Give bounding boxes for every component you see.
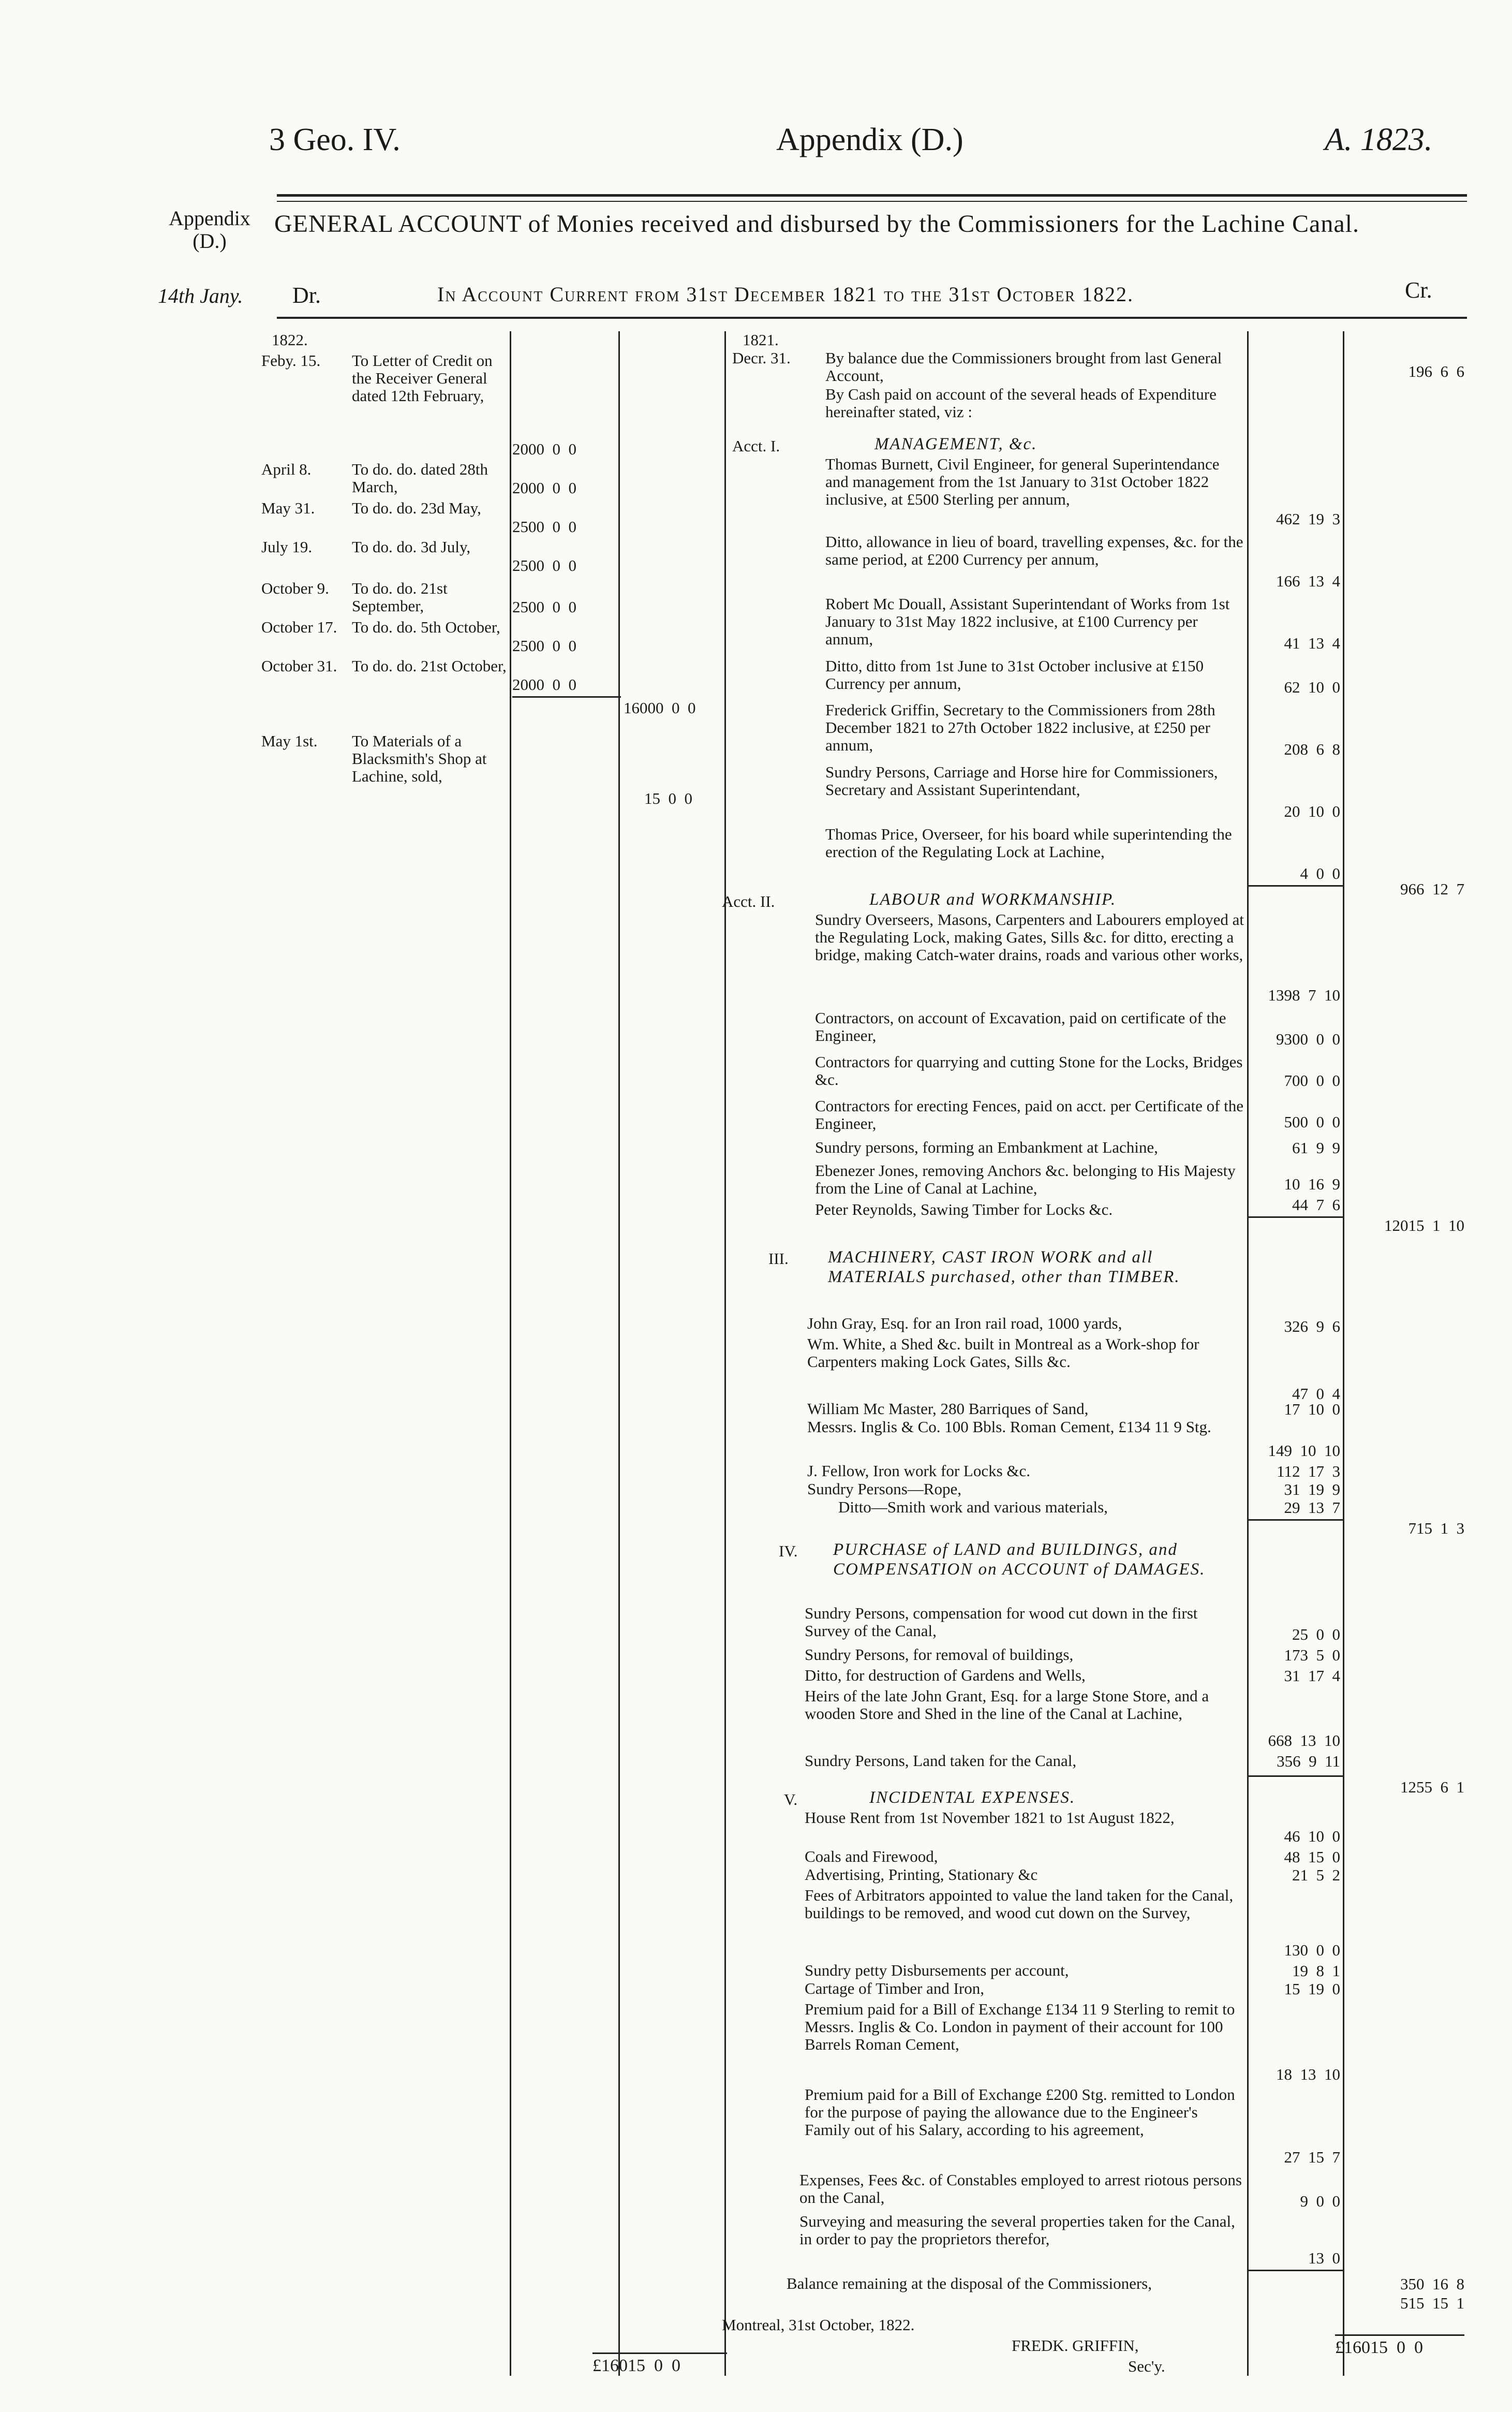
mach-item-2: William Mc Master, 280 Barriques of Sand, — [807, 1400, 1089, 1418]
mach-item-6: Ditto—Smith work and various materials, — [838, 1498, 1108, 1516]
debit-date-6: October 31. — [261, 657, 337, 675]
opening-date: Decr. 31. — [732, 349, 791, 367]
debit-amt-6: 2000 0 0 — [512, 675, 576, 694]
inc-amt-0: 46 10 0 — [1284, 1827, 1340, 1845]
footer-signer: FREDK. GRIFFIN, — [1012, 2336, 1139, 2355]
title-top-rule-2 — [277, 201, 1467, 202]
mach-item-3: Messrs. Inglis & Co. 100 Bbls. Roman Cement, £134 11 9 Stg. — [807, 1418, 1211, 1436]
acct-1-total: 966 12 7 — [1400, 880, 1464, 898]
debit-date-5: October 17. — [261, 618, 337, 636]
mach-amt-5: 31 19 9 — [1284, 1480, 1340, 1498]
labour-item-3: Contractors for erecting Fences, paid on acct. per Certificate of the Engineer, — [815, 1097, 1244, 1133]
side-date: 14th Jany. — [158, 284, 243, 307]
opening-text: By balance due the Commissioners brought from last General Account, — [825, 349, 1222, 385]
debit-year: 1822. — [272, 331, 308, 349]
acct-5-total: 350 16 8 — [1400, 2275, 1464, 2293]
mgmt-item-2: Robert Mc Douall, Assistant Superintendant of Works from 1st January to 31st May 1822 inclusive, at £100 Currency per annum, — [825, 595, 1230, 648]
acct-5-title: INCIDENTAL EXPENSES. — [869, 1788, 1076, 1807]
inc-item-2: Advertising, Printing, Stationary &c — [805, 1865, 1038, 1884]
debit-date-2: May 31. — [261, 499, 315, 517]
debit-amt-4: 2500 0 0 — [512, 598, 576, 616]
labour-amt-6: 44 7 6 — [1292, 1196, 1340, 1214]
debit-date-3: July 19. — [261, 538, 313, 556]
subtitle: In Account Current from 31st December 1821 to the 31st October 1822. — [437, 283, 1134, 306]
debit-text-6: To do. do. 21st October, — [352, 657, 507, 675]
mgmt-item-0: Thomas Burnett, Civil Engineer, for general Superintendance and management from the 1st January to 31st October 1822 inclusive, at £500 Sterling per annum, — [825, 455, 1220, 508]
mgmt-amt-2: 41 13 4 — [1284, 634, 1340, 652]
side-d: (D.) — [192, 229, 227, 253]
debit-amt-2: 2500 0 0 — [512, 518, 576, 536]
side-appendix: Appendix — [169, 207, 250, 230]
mgmt-rule — [1247, 885, 1343, 887]
land-amt-0: 25 0 0 — [1292, 1625, 1340, 1643]
land-item-4: Sundry Persons, Land taken for the Canal, — [805, 1752, 1077, 1770]
mach-amt-6: 29 13 7 — [1284, 1498, 1340, 1517]
land-amt-2: 31 17 4 — [1284, 1667, 1340, 1685]
mach-amt-2: 17 10 0 — [1284, 1400, 1340, 1418]
mgmt-item-1: Ditto, allowance in lieu of board, travelling expenses, &c. for the same period, at £200 Currency per annum, — [825, 533, 1243, 568]
mgmt-item-6: Thomas Price, Overseer, for his board while superintending the erection of the Regulating Lock at Lachine, — [825, 825, 1232, 861]
debit-date-4: October 9. — [261, 579, 329, 597]
debit-date-1: April 8. — [261, 460, 312, 478]
materials-date: May 1st. — [261, 732, 318, 750]
mgmt-amt-0: 462 19 3 — [1276, 510, 1340, 528]
labour-amt-2: 700 0 0 — [1284, 1071, 1340, 1090]
labour-item-1: Contractors, on account of Excavation, paid on certificate of the Engineer, — [815, 1009, 1226, 1045]
acct-4-label: IV. — [779, 1542, 798, 1560]
inc-item-7: Premium paid for a Bill of Exchange £200 Stg. remitted to London for the purpose of paying the allowance due to the Engineer's Family out of his Salary, according to his agreement, — [805, 2085, 1235, 2139]
acct-5-label: V. — [784, 1790, 798, 1808]
labour-amt-0: 1398 7 10 — [1268, 986, 1340, 1004]
inc-item-4: Sundry petty Disbursements per account, — [805, 1961, 1069, 1979]
inc-item-8: Expenses, Fees &c. of Constables employed to arrest riotous persons on the Canal, — [799, 2171, 1242, 2207]
debit-grand-total: £16015 0 0 — [592, 2352, 727, 2376]
inc-item-0: House Rent from 1st November 1821 to 1st August 1822, — [805, 1808, 1175, 1827]
title-top-rule — [277, 194, 1467, 197]
opening-total: 196 6 6 — [1408, 362, 1464, 380]
debit-text-4: To do. do. 21st September, — [352, 579, 448, 615]
subtitle-rule — [277, 317, 1467, 319]
mgmt-amt-5: 20 10 0 — [1284, 802, 1340, 820]
land-amt-4: 356 9 11 — [1277, 1752, 1340, 1770]
acct-1-title: MANAGEMENT, &c. — [874, 435, 1037, 453]
land-item-1: Sundry Persons, for removal of buildings, — [805, 1645, 1074, 1664]
page-title: GENERAL ACCOUNT of Monies received and disbursed by the Commissioners for the Lachine Canal. — [274, 210, 1359, 238]
inc-item-9: Surveying and measuring the several properties taken for the Canal, in order to pay the proprietors therefor, — [799, 2212, 1235, 2248]
cash-line: By Cash paid on account of the several heads of Expenditure hereinafter stated, viz : — [825, 385, 1217, 421]
footer-role: Sec'y. — [1128, 2357, 1165, 2375]
mach-amt-0: 326 9 6 — [1284, 1317, 1340, 1335]
labour-amt-5: 10 16 9 — [1284, 1175, 1340, 1193]
labour-amt-4: 61 9 9 — [1292, 1139, 1340, 1157]
mach-amt-1: 47 0 4 — [1292, 1385, 1340, 1403]
acct-4-total: 1255 6 1 — [1400, 1778, 1464, 1796]
debit-total-col-rule — [724, 331, 726, 2376]
debit-date-0: Feby. 15. — [261, 351, 321, 370]
debit-amt-5: 2500 0 0 — [512, 637, 576, 655]
debit-text-2: To do. do. 23d May, — [352, 499, 481, 517]
inc-amt-7: 27 15 7 — [1284, 2148, 1340, 2166]
labour-rule — [1247, 1216, 1343, 1218]
land-amt-3: 668 13 10 — [1268, 1731, 1340, 1749]
mgmt-item-3: Ditto, ditto from 1st June to 31st October inclusive at £150 Currency per annum, — [825, 657, 1204, 693]
mach-item-5: Sundry Persons—Rope, — [807, 1480, 961, 1498]
labour-item-5: Ebenezer Jones, removing Anchors &c. belonging to His Majesty from the Line of Canal at Lachine, — [815, 1161, 1236, 1197]
materials-amt: 15 0 0 — [644, 789, 692, 807]
acct-4-title: PURCHASE of LAND and BUILDINGS, and COMPENSATION on ACCOUNT of DAMAGES. — [833, 1540, 1206, 1579]
cr-label: Cr. — [1405, 277, 1432, 303]
labour-item-4: Sundry persons, forming an Embankment at Lachine, — [815, 1138, 1158, 1156]
inc-amt-1: 48 15 0 — [1284, 1848, 1340, 1866]
dr-label: Dr. — [292, 283, 321, 308]
balance-text: Balance remaining at the disposal of the Commissioners, — [787, 2274, 1152, 2292]
debit-amt-3: 2500 0 0 — [512, 556, 576, 575]
debit-text-5: To do. do. 5th October, — [352, 618, 500, 636]
debit-text-1: To do. do. dated 28th March, — [352, 460, 488, 496]
inc-amt-9: 13 0 — [1308, 2249, 1340, 2267]
land-item-2: Ditto, for destruction of Gardens and Wells, — [805, 1666, 1086, 1684]
acct-2-label: Acct. II. — [722, 892, 775, 910]
inc-item-3: Fees of Arbitrators appointed to value the land taken for the Canal, buildings to be removed, and wood cut down on the Survey, — [805, 1886, 1234, 1922]
mach-item-4: J. Fellow, Iron work for Locks &c. — [807, 1462, 1031, 1480]
inc-item-1: Coals and Firewood, — [805, 1847, 938, 1865]
mgmt-item-5: Sundry Persons, Carriage and Horse hire for Commissioners, Secretary and Assistant Superintendant, — [825, 763, 1218, 799]
mgmt-amt-6: 4 0 0 — [1300, 864, 1340, 883]
acct-3-label: III. — [768, 1249, 789, 1268]
mach-item-1: Wm. White, a Shed &c. built in Montreal as a Work-shop for Carpenters making Lock Gates, Sills &c. — [807, 1335, 1199, 1371]
debit-text-3: To do. do. 3d July, — [352, 538, 471, 556]
inc-item-6: Premium paid for a Bill of Exchange £134 11 9 Sterling to remit to Messrs. Inglis & Co. London in payment of their account for 100 Barrels Roman Cement, — [805, 2000, 1235, 2053]
letters-total: 16000 0 0 — [624, 699, 696, 717]
debit-sub-col-rule — [618, 331, 620, 2376]
mgmt-amt-3: 62 10 0 — [1284, 678, 1340, 696]
credit-grand-total: £16015 0 0 — [1335, 2334, 1464, 2358]
debit-amt-col-rule — [510, 331, 511, 2376]
mach-amt-4: 112 17 3 — [1277, 1462, 1340, 1480]
mgmt-amt-4: 208 6 8 — [1284, 740, 1340, 758]
inc-amt-2: 21 5 2 — [1292, 1866, 1340, 1884]
acct-3-title: MACHINERY, CAST IRON WORK and all MATERIALS purchased, other than TIMBER. — [828, 1248, 1180, 1286]
inc-amt-3: 130 0 0 — [1284, 1941, 1340, 1959]
land-item-3: Heirs of the late John Grant, Esq. for a large Stone Store, and a wooden Store and Shed in the line of the Canal at Lachine, — [805, 1687, 1209, 1723]
land-item-0: Sundry Persons, compensation for wood cut down in the first Survey of the Canal, — [805, 1604, 1198, 1640]
labour-amt-3: 500 0 0 — [1284, 1113, 1340, 1131]
debit-amt-0: 2000 0 0 — [512, 440, 576, 458]
labour-item-6: Peter Reynolds, Sawing Timber for Locks &c. — [815, 1200, 1113, 1218]
inc-amt-6: 18 13 10 — [1276, 2065, 1340, 2083]
mach-item-0: John Gray, Esq. for an Iron rail road, 1000 yards, — [807, 1314, 1122, 1332]
running-head-right: A. 1823. — [1325, 122, 1433, 157]
acct-1-label: Acct. I. — [732, 437, 780, 455]
footer-place: Montreal, 31st October, 1822. — [722, 2316, 915, 2334]
letters-subtotal-rule — [512, 696, 621, 698]
acct-3-total: 715 1 3 — [1408, 1519, 1464, 1537]
debit-text-0: To Letter of Credit on the Receiver General dated 12th February, — [352, 351, 493, 405]
debit-amt-1: 2000 0 0 — [512, 479, 576, 497]
credit-sub-col-rule — [1343, 331, 1344, 2376]
labour-amt-1: 9300 0 0 — [1276, 1030, 1340, 1048]
mach-amt-3: 149 10 10 — [1268, 1442, 1340, 1460]
land-rule — [1247, 1775, 1343, 1777]
inc-rule — [1247, 2270, 1343, 2271]
mgmt-item-4: Frederick Griffin, Secretary to the Commissioners from 28th December 1821 to 27th October 1822 inclusive, at £250 per annum, — [825, 701, 1215, 754]
credit-year: 1821. — [743, 331, 779, 349]
credit-amt-col-rule — [1247, 331, 1249, 2376]
land-amt-1: 173 5 0 — [1284, 1646, 1340, 1664]
side-note — [155, 207, 264, 253]
acct-2-title: LABOUR and WORKMANSHIP. — [869, 890, 1117, 909]
inc-amt-5: 15 19 0 — [1284, 1980, 1340, 1998]
inc-amt-8: 9 0 0 — [1300, 2192, 1340, 2210]
acct-2-total: 12015 1 10 — [1384, 1216, 1464, 1234]
labour-item-2: Contractors for quarrying and cutting Stone for the Locks, Bridges &c. — [815, 1053, 1243, 1089]
mach-rule — [1247, 1519, 1343, 1521]
balance-amt: 515 15 1 — [1400, 2294, 1464, 2312]
inc-amt-4: 19 8 1 — [1292, 1962, 1340, 1980]
running-head-center: Appendix (D.) — [776, 122, 963, 157]
inc-item-5: Cartage of Timber and Iron, — [805, 1979, 984, 1997]
mgmt-amt-1: 166 13 4 — [1276, 572, 1340, 590]
running-head-left: 3 Geo. IV. — [269, 122, 401, 157]
materials-text: To Materials of a Blacksmith's Shop at Lachine, sold, — [352, 732, 487, 785]
labour-item-0: Sundry Overseers, Masons, Carpenters and Labourers employed at the Regulating Lock, making Gates, Sills &c. for ditto, erecting a bridge, making Catch-water drains, roads and various other works, — [815, 910, 1244, 964]
